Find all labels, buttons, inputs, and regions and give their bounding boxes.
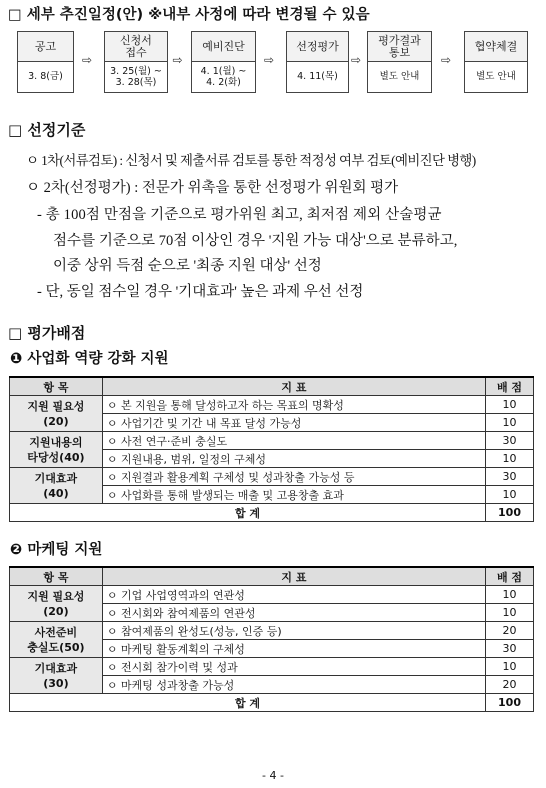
table-item: 사전준비 충실도(50) xyxy=(10,622,103,658)
arrow-right-icon: ⇨ xyxy=(441,53,452,67)
schedule-step-label: 평가결과 통보 xyxy=(368,32,431,62)
selection-line-5: 이중 상위 득점 순으로 '최종 지원 대상' 선정 xyxy=(53,258,322,274)
schedule-step xyxy=(464,31,528,93)
table-indicator: ㅇ 마케팅 성과창출 가능성 xyxy=(102,676,485,694)
schedule-step-value: 4. 11(목) xyxy=(297,71,338,82)
table-row xyxy=(10,396,534,414)
selection-line-3: - 총 100점 만점을 기준으로 평가위원 최고, 최저점 제외 산술평균 xyxy=(37,207,442,223)
table-score: 10 xyxy=(486,396,534,414)
table-row xyxy=(10,622,534,640)
table-header: 지 표 xyxy=(102,377,485,396)
schedule-step-label: 예비진단 xyxy=(192,32,255,62)
table-indicator: ㅇ 사업기간 및 기간 내 목표 달성 가능성 xyxy=(102,414,485,432)
selection-line-6: - 단, 동일 점수일 경우 '기대효과' 높은 과제 우선 선정 xyxy=(37,284,364,300)
schedule-step-value: 3. 25(월) ~ 3. 28(목) xyxy=(110,65,162,88)
selection-line-2: ㅇ 2차(선정평가) : 전문가 위촉을 통한 선정평가 위원회 평가 xyxy=(26,180,399,196)
table-score: 10 xyxy=(486,450,534,468)
table-item: 기대효과 (40) xyxy=(10,468,103,504)
selection-line-1: ㅇ 1차(서류검토) : 신청서 및 제출서류 검토를 통한 적정성 여부 검토(예비진단 병행) xyxy=(26,153,476,168)
table-score: 30 xyxy=(486,640,534,658)
table-item: 지원 필요성 (20) xyxy=(10,396,103,432)
schedule-step xyxy=(191,31,256,93)
table-total-value: 100 xyxy=(486,504,534,522)
table-indicator: ㅇ 기업 사업영역과의 연관성 xyxy=(102,586,485,604)
schedule-step xyxy=(104,31,168,93)
table-indicator: ㅇ 사전 연구·준비 충실도 xyxy=(102,432,485,450)
scoring-heading: □ 평가배점 xyxy=(8,324,86,342)
arrow-right-icon: ⇨ xyxy=(264,53,275,67)
table-indicator: ㅇ 전시회와 참여제품의 연관성 xyxy=(102,604,485,622)
schedule-step-label: 공고 xyxy=(18,32,73,62)
schedule-step-label: 신청서 접수 xyxy=(105,32,167,62)
table-total-row xyxy=(10,694,534,712)
table-row xyxy=(10,658,534,676)
table-score: 10 xyxy=(486,586,534,604)
schedule-step xyxy=(367,31,432,93)
table-row xyxy=(10,468,534,486)
schedule-step-label: 선정평가 xyxy=(287,32,348,62)
table-item: 기대효과 (30) xyxy=(10,658,103,694)
schedule-step xyxy=(286,31,349,93)
schedule-step-value: 4. 1(월) ~ 4. 2(화) xyxy=(200,65,247,88)
table-header: 배 점 xyxy=(486,567,534,586)
table-header: 항 목 xyxy=(10,377,103,396)
schedule-step-value: 별도 안내 xyxy=(379,71,420,82)
table-score: 10 xyxy=(486,414,534,432)
table-score: 20 xyxy=(486,622,534,640)
schedule-step-value: 3. 8(금) xyxy=(28,71,63,82)
arrow-right-icon: ⇨ xyxy=(351,53,362,67)
table-indicator: ㅇ 사업화를 통해 발생되는 매출 및 고용창출 효과 xyxy=(102,486,485,504)
schedule-step-value: 별도 안내 xyxy=(476,71,516,82)
table-header: 지 표 xyxy=(102,567,485,586)
selection-heading: □ 선정기준 xyxy=(8,121,86,139)
table-header: 배 점 xyxy=(486,377,534,396)
page-number: - 4 - xyxy=(262,769,284,782)
section1-title: ❶ 사업화 역량 강화 지원 xyxy=(10,351,169,367)
section1-table xyxy=(9,376,534,522)
table-indicator: ㅇ 참여제품의 완성도(성능, 인증 등) xyxy=(102,622,485,640)
table-total-label: 합 계 xyxy=(10,504,486,522)
table-row xyxy=(10,432,534,450)
schedule-heading: □ 세부 추진일정(안) ※내부 사정에 따라 변경될 수 있음 xyxy=(8,7,370,23)
table-score: 10 xyxy=(486,486,534,504)
table-row xyxy=(10,586,534,604)
table-item: 지원내용의 타당성(40) xyxy=(10,432,103,468)
arrow-right-icon: ⇨ xyxy=(82,53,93,67)
section2-title: ❷ 마케팅 지원 xyxy=(10,542,103,558)
table-total-label: 합 계 xyxy=(10,694,486,712)
table-indicator: ㅇ 전시회 참가이력 및 성과 xyxy=(102,658,485,676)
table-indicator: ㅇ 지원결과 활용계획 구체성 및 성과창출 가능성 등 xyxy=(102,468,485,486)
table-total-row xyxy=(10,504,534,522)
schedule-step-label: 협약체결 xyxy=(465,32,527,62)
table-item: 지원 필요성 (20) xyxy=(10,586,103,622)
table-score: 20 xyxy=(486,676,534,694)
selection-line-4: 점수를 기준으로 70점 이상인 경우 '지원 가능 대상'으로 분류하고, xyxy=(53,233,458,249)
schedule-step xyxy=(17,31,74,93)
table-indicator: ㅇ 본 지원을 통해 달성하고자 하는 목표의 명확성 xyxy=(102,396,485,414)
table-score: 10 xyxy=(486,604,534,622)
table-score: 10 xyxy=(486,658,534,676)
table-indicator: ㅇ 마케팅 활동계획의 구체성 xyxy=(102,640,485,658)
table-score: 30 xyxy=(486,432,534,450)
table-indicator: ㅇ 지원내용, 범위, 일정의 구체성 xyxy=(102,450,485,468)
table-score: 30 xyxy=(486,468,534,486)
section2-table xyxy=(9,566,534,712)
table-total-value: 100 xyxy=(486,694,534,712)
arrow-right-icon: ⇨ xyxy=(172,53,183,67)
table-header: 항 목 xyxy=(10,567,103,586)
